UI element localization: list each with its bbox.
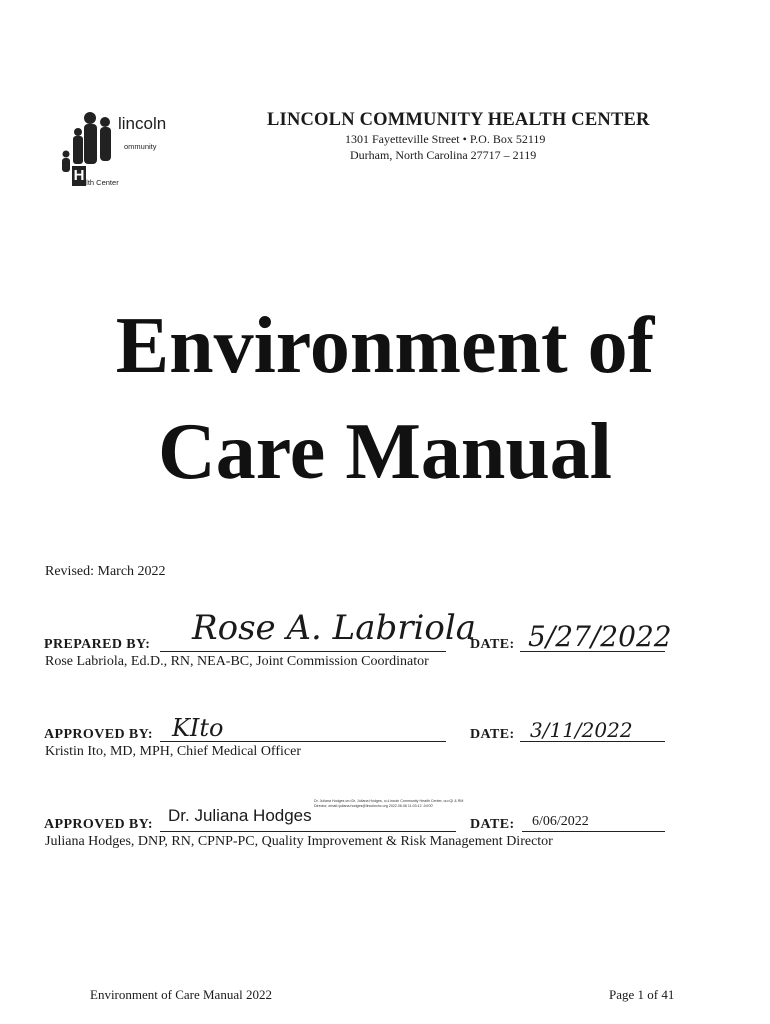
logo-text-lincoln: lincoln bbox=[118, 114, 167, 133]
approved-by-label-1: APPROVED BY: bbox=[44, 727, 153, 742]
footer-document-name: Environment of Care Manual 2022 bbox=[90, 987, 272, 1002]
approved-by-signature-1: KIto bbox=[172, 714, 224, 742]
organization-name: LINCOLN COMMUNITY HEALTH CENTER bbox=[267, 110, 650, 130]
prepared-by-label: PREPARED BY: bbox=[44, 637, 151, 652]
approved-by-label-2: APPROVED BY: bbox=[44, 817, 153, 832]
prepared-by-signature: Rose A. Labriola bbox=[192, 608, 476, 648]
logo-text-community: ommunity bbox=[124, 142, 157, 151]
footer-page-number: Page 1 of 41 bbox=[609, 987, 675, 1002]
digital-signature-name: Dr. Juliana Hodges bbox=[168, 806, 312, 825]
prepared-date-label: DATE: bbox=[470, 637, 515, 652]
address-line-1: 1301 Fayetteville Street • P.O. Box 52119 bbox=[345, 132, 546, 146]
address-line-2: Durham, North Carolina 27717 – 2119 bbox=[350, 148, 537, 162]
approved-date-typed-2: 6/06/2022 bbox=[532, 814, 589, 829]
prepared-by-signature-line bbox=[160, 651, 446, 652]
approved-by-signer-1: Kristin Ito, MD, MPH, Chief Medical Officer bbox=[45, 744, 301, 759]
logo-text-health-center: alth Center bbox=[82, 178, 119, 187]
approved-by-signature-line-2 bbox=[160, 831, 456, 832]
approved-date-line-2 bbox=[522, 831, 665, 832]
digital-signature-details: Dr. Juliana Hodges on=Dr. Juliana Hodges, o=Lincoln Community Health Center, ou=QI & RM Director, email=juliana.hodges@lincolnchc.org 2022.06.06 11:03:12 -04'00' bbox=[314, 799, 464, 808]
approved-date-label-1: DATE: bbox=[470, 727, 515, 742]
organization-logo bbox=[56, 108, 206, 192]
document-title-line-2: Care Manual bbox=[157, 408, 613, 496]
prepared-date-handwritten: 5/27/2022 bbox=[528, 620, 672, 653]
revised-date: Revised: March 2022 bbox=[45, 564, 166, 579]
approved-date-handwritten-1: 3/11/2022 bbox=[530, 718, 633, 742]
approved-date-label-2: DATE: bbox=[470, 817, 515, 832]
approved-by-signer-2: Juliana Hodges, DNP, RN, CPNP-PC, Quality Improvement & Risk Management Director bbox=[45, 834, 553, 849]
logo-letter-h: H bbox=[73, 167, 85, 184]
document-title-line-1: Environment of bbox=[115, 302, 655, 390]
prepared-by-signer: Rose Labriola, Ed.D., RN, NEA-BC, Joint Commission Coordinator bbox=[45, 654, 429, 669]
